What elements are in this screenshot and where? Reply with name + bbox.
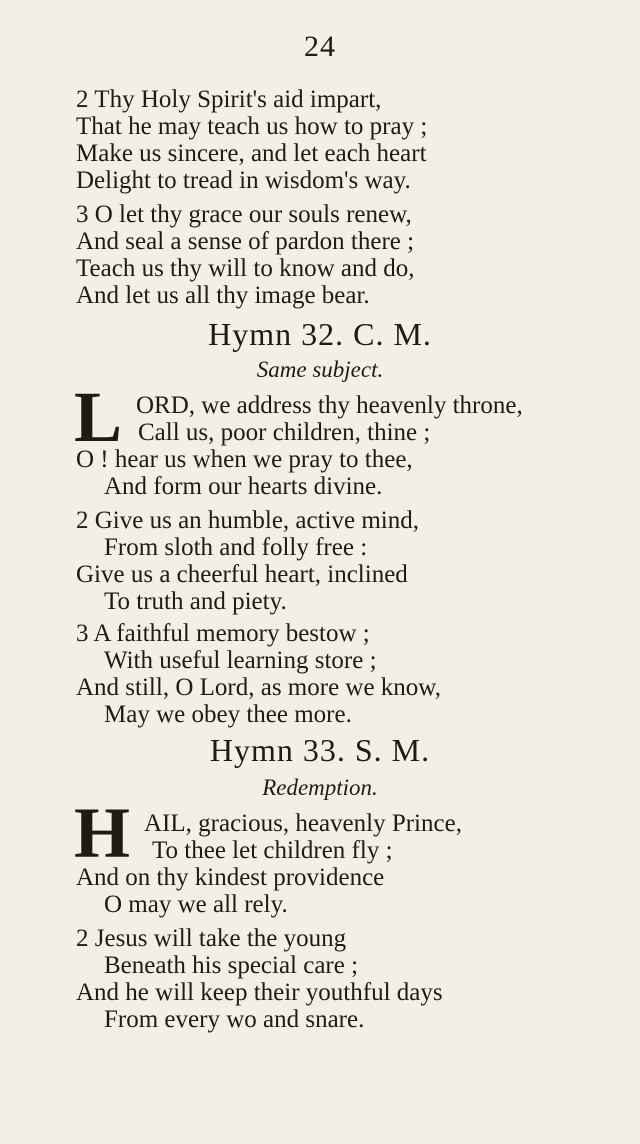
verse-line: O ! hear us when we pray to thee, [76, 446, 413, 473]
verse-line: From sloth and folly free : [104, 534, 368, 561]
verse-line: And on thy kindest providence [76, 864, 385, 891]
hymn-title: Hymn 32. C. M. [208, 316, 432, 352]
verse-line: And he will keep their youthful days [76, 979, 443, 1006]
verse-line: And seal a sense of pardon there ; [76, 228, 415, 255]
verse-line: AIL, gracious, heavenly Prince, [144, 810, 462, 837]
drop-cap: L [74, 377, 121, 457]
verse-line: Beneath his special care ; [104, 952, 359, 979]
verse-line: 3 O let thy grace our souls renew, [76, 201, 412, 228]
verse-line: Make us sincere, and let each heart [76, 140, 427, 167]
verse-line: To truth and piety. [104, 588, 287, 615]
verse-line: From every wo and snare. [104, 1006, 365, 1033]
verse-line: Call us, poor children, thine ; [138, 419, 431, 446]
verse-line: And form our hearts divine. [104, 473, 383, 500]
verse-line: 3 A faithful memory bestow ; [76, 620, 370, 647]
verse-line: To thee let children fly ; [152, 837, 393, 864]
verse-line: With useful learning store ; [104, 647, 377, 674]
verse-line: 2 Thy Holy Spirit's aid impart, [76, 86, 382, 113]
verse-line: O may we all rely. [104, 891, 288, 918]
drop-cap: H [74, 793, 129, 873]
verse-line: And let us all thy image bear. [76, 282, 370, 309]
hymn-title: Hymn 33. S. M. [209, 732, 431, 768]
verse-line: And still, O Lord, as more we know, [76, 674, 441, 701]
verse-line: Teach us thy will to know and do, [76, 255, 415, 282]
hymn-subject: Redemption. [262, 775, 378, 800]
verse-line: Give us a cheerful heart, inclined [76, 561, 408, 588]
hymn-subject: Same subject. [256, 357, 384, 382]
verse-line: ORD, we address thy heavenly throne, [136, 392, 523, 419]
verse-line: May we obey thee more. [104, 701, 352, 728]
verse-line: 2 Give us an humble, active mind, [76, 507, 419, 534]
verse-line: Delight to tread in wisdom's way. [76, 167, 411, 194]
verse-line: 2 Jesus will take the young [76, 925, 347, 952]
verse-line: That he may teach us how to pray ; [76, 113, 428, 140]
page-number: 24 [304, 30, 336, 63]
